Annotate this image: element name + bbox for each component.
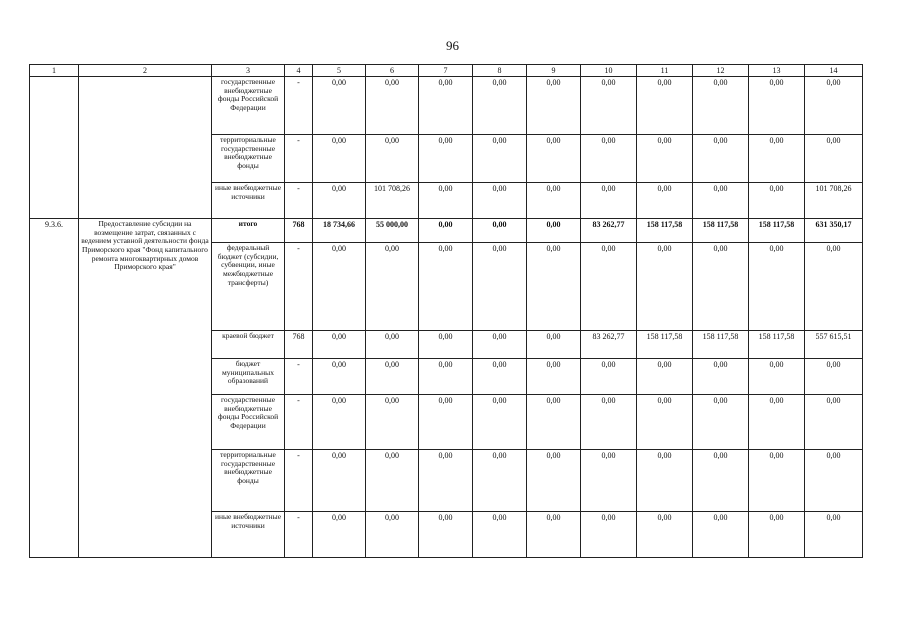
value-cell: 557 615,51 bbox=[805, 331, 863, 359]
value-cell: 0,00 bbox=[693, 450, 749, 512]
value-cell: 0,00 bbox=[366, 135, 419, 183]
value-cell: 0,00 bbox=[527, 135, 581, 183]
value-cell: 0,00 bbox=[581, 243, 637, 331]
value-cell: 0,00 bbox=[473, 512, 527, 558]
value-cell: 0,00 bbox=[473, 135, 527, 183]
indicator-cell: - bbox=[285, 77, 313, 135]
empty-title-cell bbox=[79, 77, 212, 219]
column-header: 11 bbox=[637, 65, 693, 77]
value-cell: 0,00 bbox=[581, 135, 637, 183]
value-cell: 0,00 bbox=[527, 243, 581, 331]
value-cell: 0,00 bbox=[527, 395, 581, 450]
value-cell: 0,00 bbox=[693, 512, 749, 558]
indicator-cell: - bbox=[285, 135, 313, 183]
value-cell: 0,00 bbox=[366, 450, 419, 512]
funding-source-cell: государственные внебюджетные фонды Российской Федерации bbox=[212, 395, 285, 450]
value-cell: 101 708,26 bbox=[366, 183, 419, 219]
value-cell: 0,00 bbox=[749, 395, 805, 450]
value-cell: 0,00 bbox=[313, 77, 366, 135]
value-cell: 0,00 bbox=[637, 77, 693, 135]
indicator-cell: - bbox=[285, 183, 313, 219]
column-header: 10 bbox=[581, 65, 637, 77]
value-cell: 0,00 bbox=[637, 243, 693, 331]
value-cell: 0,00 bbox=[313, 331, 366, 359]
value-cell: 0,00 bbox=[581, 395, 637, 450]
value-cell: 0,00 bbox=[419, 135, 473, 183]
value-cell: 158 117,58 bbox=[693, 219, 749, 243]
empty-number-cell bbox=[30, 77, 79, 219]
table-body bbox=[30, 65, 863, 558]
indicator-cell: - bbox=[285, 243, 313, 331]
value-cell: 0,00 bbox=[693, 77, 749, 135]
column-header: 7 bbox=[419, 65, 473, 77]
value-cell: 0,00 bbox=[805, 77, 863, 135]
value-cell: 158 117,58 bbox=[693, 331, 749, 359]
value-cell: 0,00 bbox=[419, 450, 473, 512]
value-cell: 0,00 bbox=[313, 243, 366, 331]
value-cell: 0,00 bbox=[473, 395, 527, 450]
value-cell: 0,00 bbox=[473, 450, 527, 512]
value-cell: 0,00 bbox=[366, 359, 419, 395]
value-cell: 0,00 bbox=[419, 512, 473, 558]
column-header: 6 bbox=[366, 65, 419, 77]
table-row bbox=[30, 219, 863, 243]
column-header: 14 bbox=[805, 65, 863, 77]
column-header: 5 bbox=[313, 65, 366, 77]
value-cell: 0,00 bbox=[749, 77, 805, 135]
value-cell: 0,00 bbox=[366, 331, 419, 359]
value-cell: 0,00 bbox=[805, 135, 863, 183]
column-header: 2 bbox=[79, 65, 212, 77]
value-cell: 83 262,77 bbox=[581, 331, 637, 359]
value-cell: 0,00 bbox=[805, 359, 863, 395]
value-cell: 0,00 bbox=[366, 243, 419, 331]
value-cell: 0,00 bbox=[366, 77, 419, 135]
value-cell: 0,00 bbox=[805, 450, 863, 512]
value-cell: 0,00 bbox=[693, 359, 749, 395]
column-header: 4 bbox=[285, 65, 313, 77]
value-cell: 0,00 bbox=[366, 395, 419, 450]
value-cell: 0,00 bbox=[473, 243, 527, 331]
column-header: 3 bbox=[212, 65, 285, 77]
page-number: 96 bbox=[446, 38, 459, 53]
column-header: 13 bbox=[749, 65, 805, 77]
funding-source-cell: краевой бюджет bbox=[212, 331, 285, 359]
indicator-cell: 768 bbox=[285, 331, 313, 359]
value-cell: 0,00 bbox=[473, 77, 527, 135]
value-cell: 0,00 bbox=[527, 331, 581, 359]
funding-source-cell: бюджет муниципальных образований bbox=[212, 359, 285, 395]
value-cell: 0,00 bbox=[313, 183, 366, 219]
value-cell: 158 117,58 bbox=[749, 219, 805, 243]
column-header: 1 bbox=[30, 65, 79, 77]
funding-source-cell: федеральный бюджет (субсидии, субвенции, иные межбюджетные трансферты) bbox=[212, 243, 285, 331]
value-cell: 0,00 bbox=[581, 359, 637, 395]
value-cell: 0,00 bbox=[473, 331, 527, 359]
indicator-cell: - bbox=[285, 450, 313, 512]
value-cell: 18 734,66 bbox=[313, 219, 366, 243]
funding-source-cell: итого bbox=[212, 219, 285, 243]
column-header: 9 bbox=[527, 65, 581, 77]
value-cell: 0,00 bbox=[527, 512, 581, 558]
value-cell: 0,00 bbox=[581, 450, 637, 512]
value-cell: 0,00 bbox=[749, 450, 805, 512]
value-cell: 0,00 bbox=[527, 183, 581, 219]
value-cell: 0,00 bbox=[419, 183, 473, 219]
value-cell: 0,00 bbox=[805, 395, 863, 450]
funding-source-cell: государственные внебюджетные фонды Российской Федерации bbox=[212, 77, 285, 135]
indicator-cell: - bbox=[285, 359, 313, 395]
value-cell: 101 708,26 bbox=[805, 183, 863, 219]
value-cell: 0,00 bbox=[637, 135, 693, 183]
value-cell: 0,00 bbox=[581, 183, 637, 219]
value-cell: 0,00 bbox=[749, 512, 805, 558]
value-cell: 0,00 bbox=[749, 359, 805, 395]
item-title: Предоставление субсидии на возмещение затрат, связанных с ведением уставной деятельности фонда Приморского края "Фонд капитального ремонта многоквартирных домов Приморского края" bbox=[79, 219, 212, 558]
value-cell: 0,00 bbox=[805, 243, 863, 331]
value-cell: 0,00 bbox=[693, 183, 749, 219]
value-cell: 0,00 bbox=[473, 219, 527, 243]
value-cell: 0,00 bbox=[805, 512, 863, 558]
value-cell: 0,00 bbox=[693, 395, 749, 450]
value-cell: 158 117,58 bbox=[637, 331, 693, 359]
budget-table bbox=[29, 64, 863, 558]
value-cell: 0,00 bbox=[749, 183, 805, 219]
value-cell: 0,00 bbox=[581, 77, 637, 135]
funding-source-cell: территориальные государственные внебюджетные фонды bbox=[212, 135, 285, 183]
value-cell: 0,00 bbox=[527, 359, 581, 395]
value-cell: 0,00 bbox=[419, 395, 473, 450]
value-cell: 0,00 bbox=[366, 512, 419, 558]
value-cell: 0,00 bbox=[313, 450, 366, 512]
value-cell: 0,00 bbox=[419, 331, 473, 359]
indicator-cell: - bbox=[285, 395, 313, 450]
funding-source-cell: территориальные государственные внебюджетные фонды bbox=[212, 450, 285, 512]
value-cell: 0,00 bbox=[527, 219, 581, 243]
value-cell: 0,00 bbox=[473, 183, 527, 219]
value-cell: 158 117,58 bbox=[637, 219, 693, 243]
funding-source-cell: иные внебюджетные источники bbox=[212, 512, 285, 558]
item-number: 9.3.6. bbox=[30, 219, 79, 558]
value-cell: 0,00 bbox=[637, 183, 693, 219]
value-cell: 0,00 bbox=[313, 135, 366, 183]
value-cell: 0,00 bbox=[419, 359, 473, 395]
value-cell: 0,00 bbox=[419, 219, 473, 243]
value-cell: 55 000,00 bbox=[366, 219, 419, 243]
value-cell: 0,00 bbox=[637, 395, 693, 450]
value-cell: 0,00 bbox=[581, 512, 637, 558]
header-row bbox=[30, 65, 863, 77]
value-cell: 83 262,77 bbox=[581, 219, 637, 243]
value-cell: 0,00 bbox=[473, 359, 527, 395]
value-cell: 0,00 bbox=[637, 450, 693, 512]
value-cell: 158 117,58 bbox=[749, 331, 805, 359]
column-header: 12 bbox=[693, 65, 749, 77]
value-cell: 0,00 bbox=[527, 77, 581, 135]
table-row bbox=[30, 77, 863, 135]
value-cell: 0,00 bbox=[313, 512, 366, 558]
value-cell: 0,00 bbox=[749, 243, 805, 331]
value-cell: 0,00 bbox=[527, 450, 581, 512]
value-cell: 0,00 bbox=[419, 243, 473, 331]
indicator-cell: - bbox=[285, 512, 313, 558]
value-cell: 0,00 bbox=[313, 359, 366, 395]
value-cell: 0,00 bbox=[313, 395, 366, 450]
column-header: 8 bbox=[473, 65, 527, 77]
indicator-cell: 768 bbox=[285, 219, 313, 243]
value-cell: 0,00 bbox=[637, 512, 693, 558]
value-cell: 0,00 bbox=[637, 359, 693, 395]
value-cell: 0,00 bbox=[749, 135, 805, 183]
funding-source-cell: иные внебюджетные источники bbox=[212, 183, 285, 219]
value-cell: 631 350,17 bbox=[805, 219, 863, 243]
value-cell: 0,00 bbox=[419, 77, 473, 135]
value-cell: 0,00 bbox=[693, 243, 749, 331]
value-cell: 0,00 bbox=[693, 135, 749, 183]
